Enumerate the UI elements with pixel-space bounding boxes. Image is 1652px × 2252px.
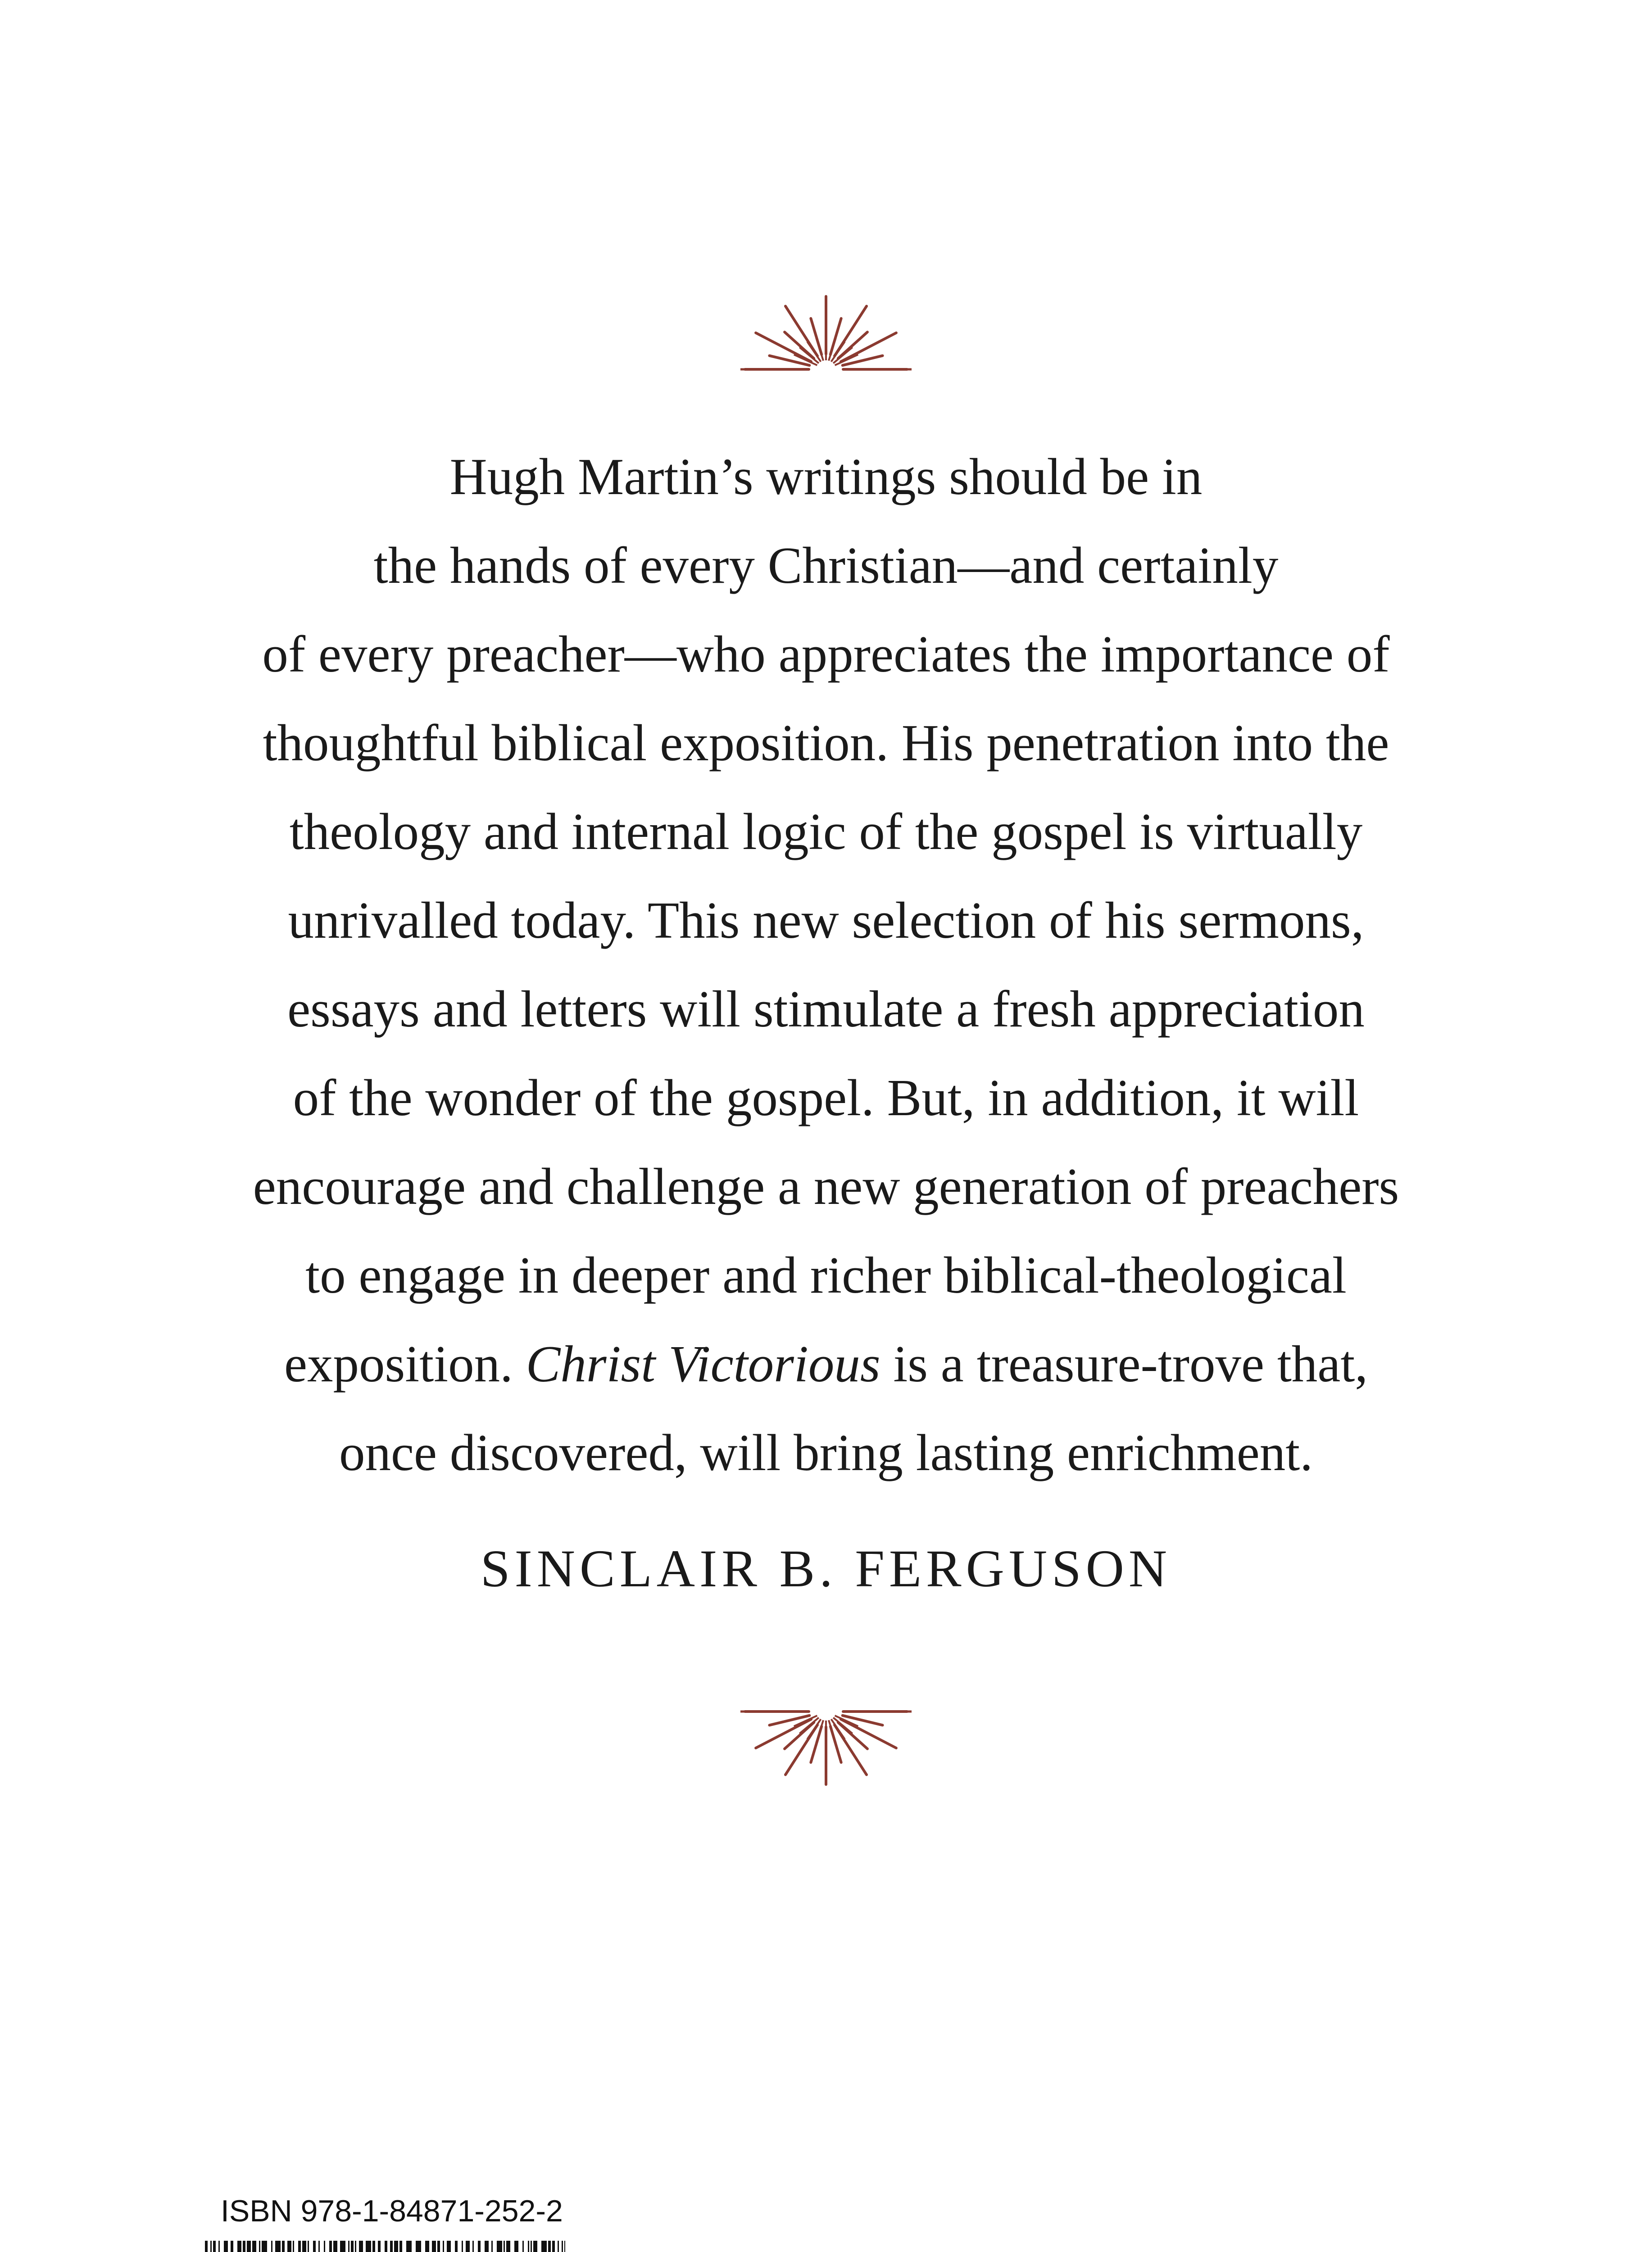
quote-line: the hands of every Christian—and certainly	[373, 537, 1279, 594]
endorsement-quote	[162, 432, 1490, 1497]
quote-line: of the wonder of the gospel. But, in addition, it will	[293, 1069, 1359, 1126]
quote-text: is a treasure-trove that,	[880, 1335, 1368, 1393]
isbn-label: ISBN 978-1-84871-252-2	[221, 2194, 563, 2228]
quote-text: exposition.	[284, 1335, 526, 1393]
quote-line: to engage in deeper and richer biblical-theological	[305, 1247, 1347, 1304]
sunburst-top-icon	[736, 279, 916, 387]
quote-line: Hugh Martin’s writings should be in	[449, 448, 1203, 505]
quote-line	[162, 1320, 1490, 1408]
quote-line: of every preacher—who appreciates the importance of	[262, 626, 1390, 683]
quote-line: thoughtful biblical exposition. His penetration into the	[263, 714, 1389, 772]
quote-line: theology and internal logic of the gospel is virtually	[289, 803, 1363, 860]
quote-line: once discovered, will bring lasting enrichment.	[339, 1424, 1313, 1481]
book-title: Christ Victorious	[526, 1335, 880, 1393]
quote-line: encourage and challenge a new generation of preachers	[253, 1158, 1399, 1215]
quote-line: essays and letters will stimulate a fresh appreciation	[287, 981, 1365, 1038]
quote-attribution: SINCLAIR B. FERGUSON	[480, 1539, 1172, 1598]
barcode	[205, 2241, 565, 2252]
quote-line: unrivalled today. This new selection of his sermons,	[288, 892, 1364, 949]
sunburst-bottom-icon	[736, 1694, 916, 1802]
